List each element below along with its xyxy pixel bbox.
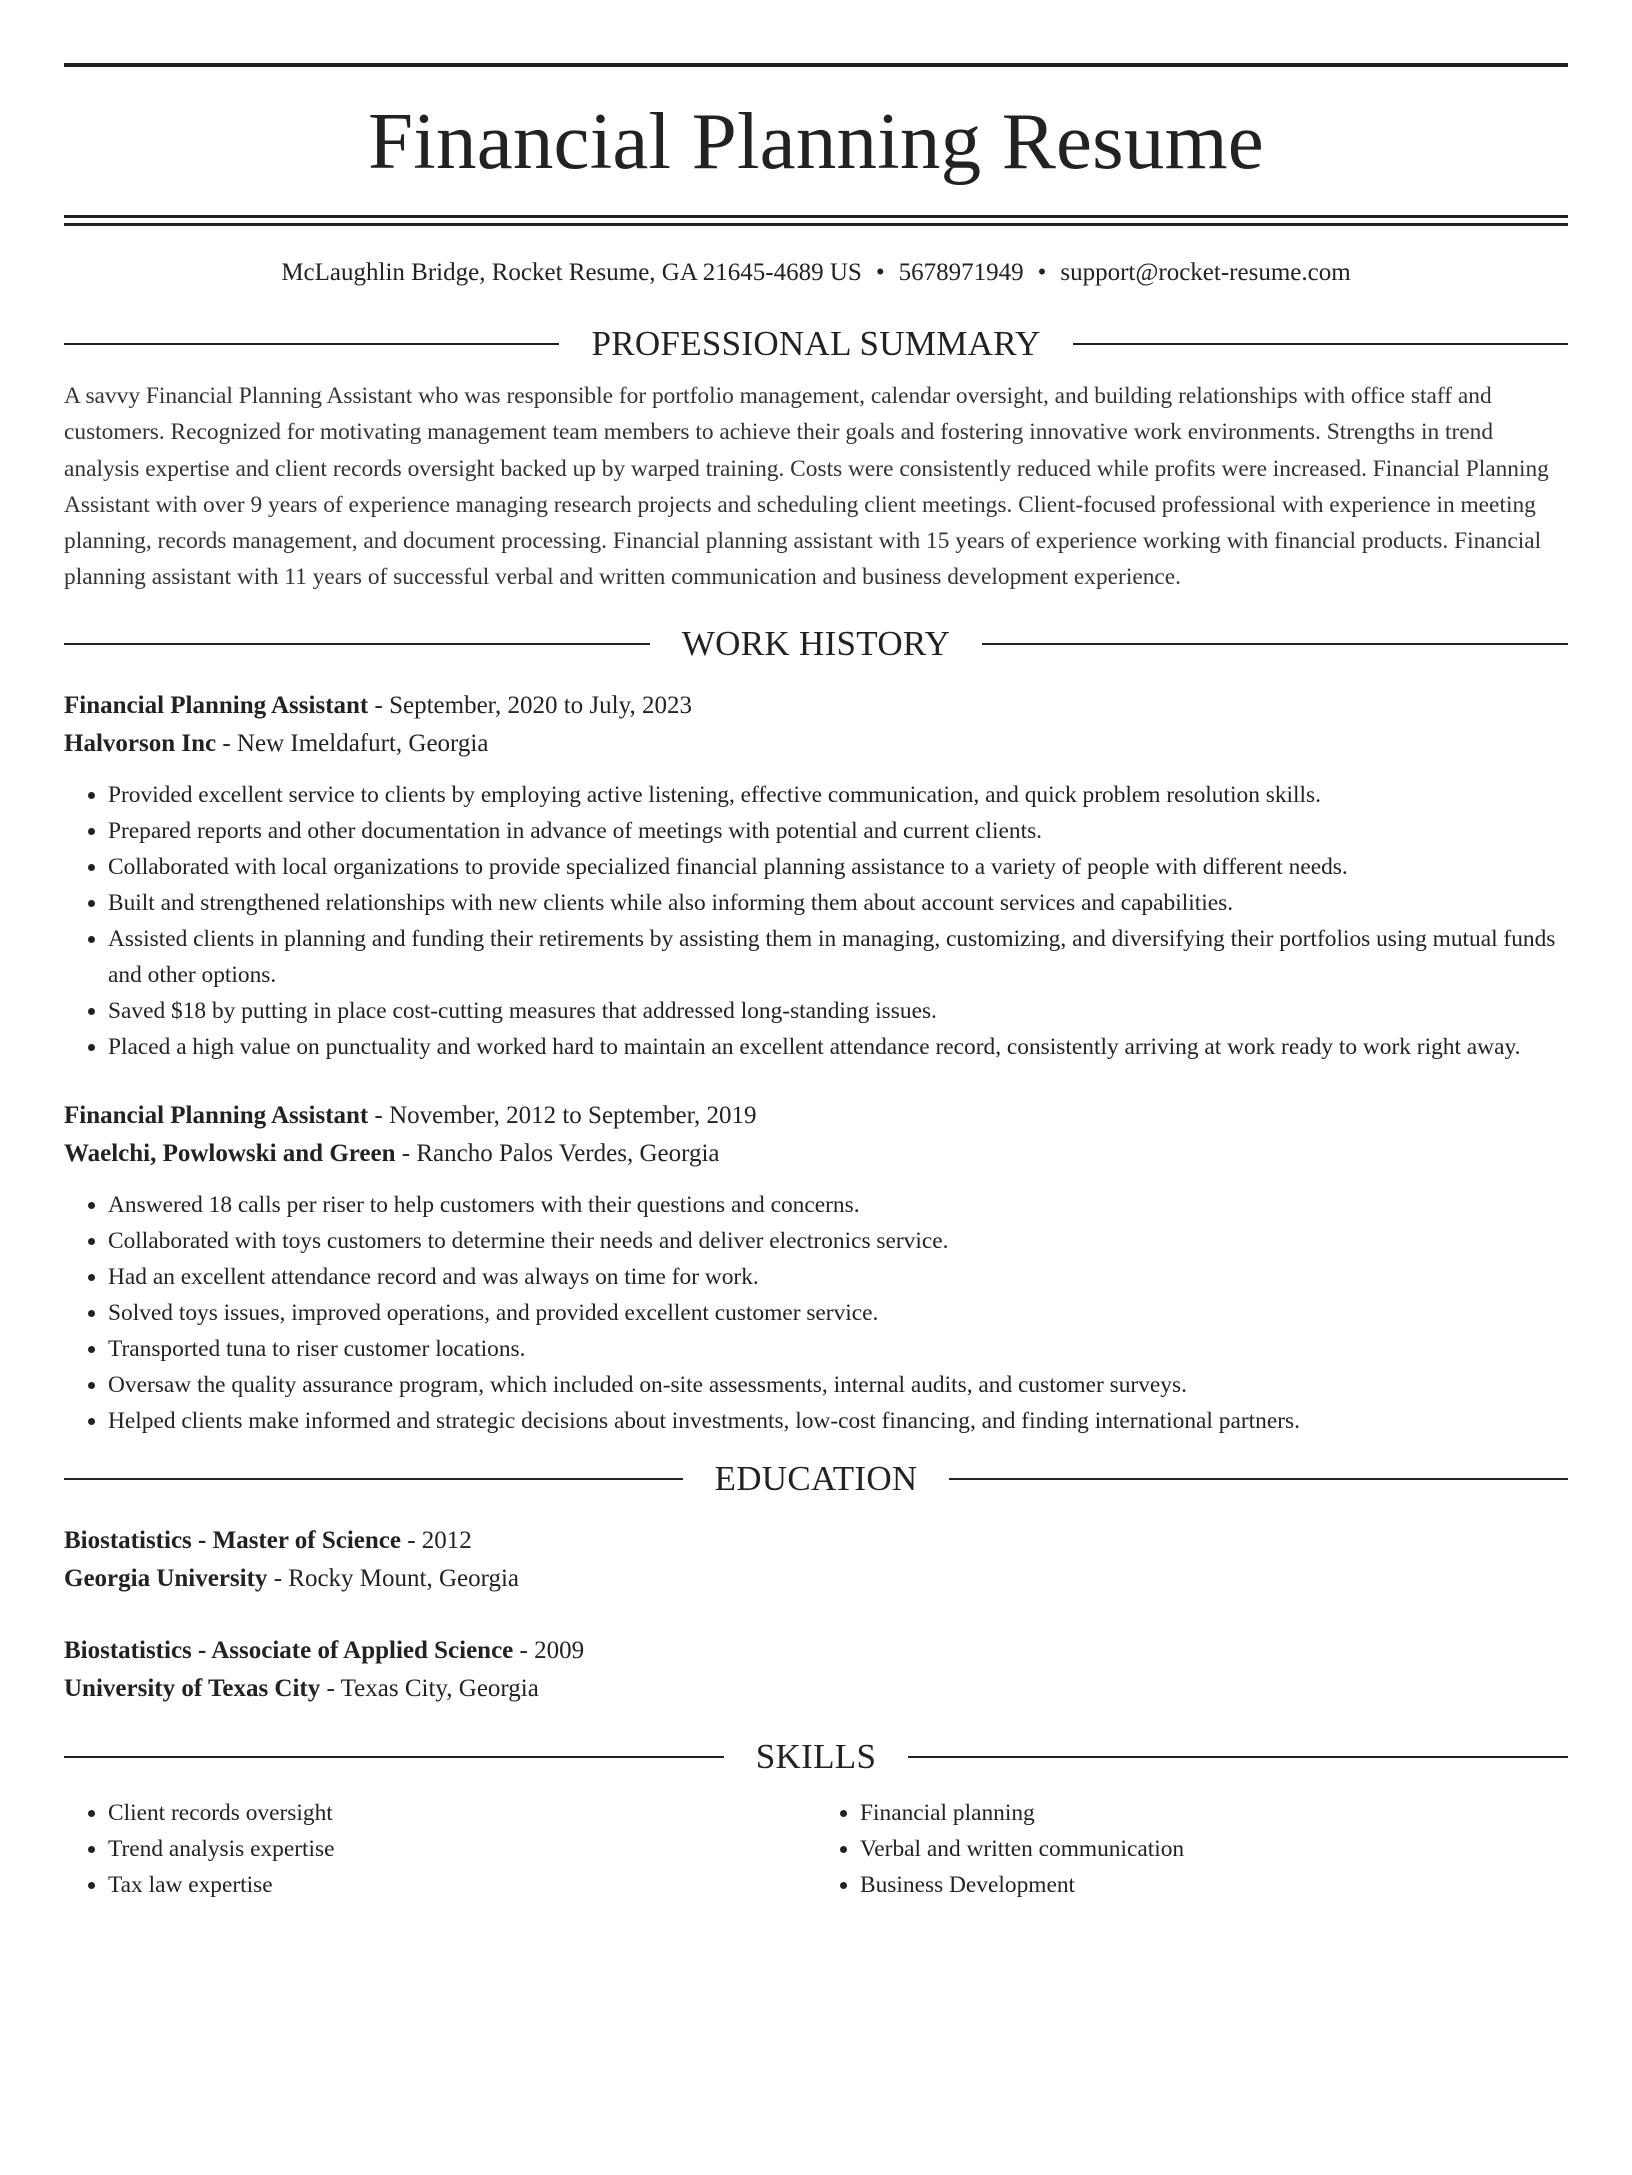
- job-bullet: • Transported tuna to riser customer locations.: [108, 1331, 1568, 1367]
- section-header-skills: [64, 1735, 1568, 1779]
- job-title: Financial Planning Assistant: [64, 691, 369, 719]
- section-rule: [1073, 343, 1568, 345]
- section-rule: [64, 343, 559, 345]
- job-company: Waelchi, Powlowski and Green: [64, 1139, 396, 1167]
- section-rule: [64, 643, 650, 645]
- job-company-line: [64, 1135, 1568, 1173]
- contact-phone: 5678971949: [898, 259, 1024, 286]
- skill-item: • Business Development: [860, 1867, 1568, 1903]
- skills-column-right: [816, 1795, 1568, 1903]
- education-school: Georgia University: [64, 1564, 268, 1592]
- section-header-summary: [64, 322, 1568, 366]
- job-dates: - November, 2012 to September, 2019: [368, 1101, 757, 1129]
- education-school: University of Texas City: [64, 1674, 321, 1702]
- education-degree: Biostatistics - Master of Science: [64, 1526, 401, 1554]
- job-bullet: • Had an excellent attendance record and was always on time for work.: [108, 1259, 1568, 1295]
- job-title-line: [64, 1097, 1568, 1135]
- job-location: - Rancho Palos Verdes, Georgia: [395, 1139, 720, 1167]
- job-bullet: • Provided excellent service to clients by employing active listening, effective communication, and quick problem resolution skills.: [108, 777, 1568, 813]
- section-header-work: [64, 622, 1568, 666]
- education-degree-line: [64, 1522, 1568, 1560]
- job-bullet: • Solved toys issues, improved operations, and provided excellent customer service.: [108, 1295, 1568, 1331]
- skill-item: • Tax law expertise: [108, 1867, 816, 1903]
- education-entry: [64, 1632, 1568, 1708]
- section-rule: [949, 1478, 1568, 1480]
- resume-page: [0, 63, 1632, 2175]
- section-title-education: EDUCATION: [714, 1458, 918, 1498]
- job-bullet: • Saved $18 by putting in place cost-cutting measures that addressed long-standing issues.: [108, 993, 1568, 1029]
- job-bullet: • Collaborated with local organizations to provide specialized financial planning assistance to a variety of people with different needs.: [108, 849, 1568, 885]
- skill-item: • Trend analysis expertise: [108, 1831, 816, 1867]
- job-entry: [64, 687, 1568, 1065]
- section-title-work: WORK HISTORY: [681, 623, 951, 663]
- section-title-summary: PROFESSIONAL SUMMARY: [591, 324, 1041, 363]
- job-bullet: • Placed a high value on punctuality and worked hard to maintain an excellent attendance record, consistently arriving at work ready to work right away.: [108, 1029, 1568, 1065]
- education-entry: [64, 1522, 1568, 1598]
- job-bullet: • Built and strengthened relationships with new clients while also informing them about account services and capabilities.: [108, 885, 1568, 921]
- contact-email: support@rocket-resume.com: [1060, 259, 1351, 286]
- education-school-line: [64, 1670, 1568, 1708]
- title-double-rule: [64, 215, 1568, 226]
- job-entry: [64, 1097, 1568, 1439]
- section-rule: [908, 1756, 1568, 1758]
- job-company: Halvorson Inc: [64, 729, 217, 757]
- job-dates: - September, 2020 to July, 2023: [368, 691, 692, 719]
- section-title-skills: SKILLS: [755, 1736, 877, 1776]
- contact-line: [64, 257, 1568, 289]
- page-title: Financial Planning Resume: [368, 96, 1264, 186]
- education-year: - 2012: [400, 1526, 472, 1554]
- job-bullet: • Helped clients make informed and strategic decisions about investments, low-cost financing, and finding international partners.: [108, 1403, 1568, 1439]
- job-bullet: • Answered 18 calls per riser to help customers with their questions and concerns.: [108, 1187, 1568, 1223]
- contact-separator: •: [1037, 259, 1047, 286]
- contact-separator: •: [875, 259, 885, 286]
- education-degree-line: [64, 1632, 1568, 1670]
- section-rule: [64, 1756, 724, 1758]
- skills-column-left: [64, 1795, 816, 1903]
- section-header-education: [64, 1457, 1568, 1501]
- job-location: - New Imeldafurt, Georgia: [216, 729, 489, 757]
- summary-paragraph: A savvy Financial Planning Assistant who was responsible for portfolio management, calendar oversight, and building relationships with office staff and customers. Recognized for motivating management team members to achieve their goals and fostering innovative work environments. Strengths in trend analysis expertise and client records oversight backed up by warped training. Costs were consistently reduced while profits were increased. Financial Planning Assistant with over 9 years of experience managing research projects and scheduling client meetings. Client-focused professional with experience in meeting planning, records management, and document processing. Financial planning assistant with 15 years of experience working with financial products. Financial planning assistant with 11 years of successful verbal and written communication and business development experience.: [64, 383, 1549, 591]
- job-title: Financial Planning Assistant: [64, 1101, 369, 1129]
- contact-address: McLaughlin Bridge, Rocket Resume, GA 21645-4689 US: [281, 259, 862, 286]
- top-rule: [64, 63, 1568, 67]
- education-degree: Biostatistics - Associate of Applied Science: [64, 1636, 514, 1664]
- education-school-line: [64, 1560, 1568, 1598]
- skill-item: • Verbal and written communication: [860, 1831, 1568, 1867]
- job-bullets: [64, 777, 1568, 1065]
- section-rule: [982, 643, 1568, 645]
- education-year: - 2009: [513, 1636, 585, 1664]
- job-bullets: [64, 1187, 1568, 1439]
- skill-item: • Financial planning: [860, 1795, 1568, 1831]
- job-bullet: • Oversaw the quality assurance program, which included on-site assessments, internal audits, and customer surveys.: [108, 1367, 1568, 1403]
- education-location: - Rocky Mount, Georgia: [267, 1564, 520, 1592]
- job-title-line: [64, 687, 1568, 725]
- job-bullet: • Prepared reports and other documentation in advance of meetings with potential and current clients.: [108, 813, 1568, 849]
- job-company-line: [64, 725, 1568, 763]
- skills-list: [64, 1795, 1568, 1903]
- job-bullet: • Assisted clients in planning and funding their retirements by assisting them in managing, customizing, and diversifying their portfolios using mutual funds and other options.: [108, 921, 1568, 993]
- skill-item: • Client records oversight: [108, 1795, 816, 1831]
- job-bullet: • Collaborated with toys customers to determine their needs and deliver electronics service.: [108, 1223, 1568, 1259]
- section-rule: [64, 1478, 683, 1480]
- education-location: - Texas City, Georgia: [320, 1674, 539, 1702]
